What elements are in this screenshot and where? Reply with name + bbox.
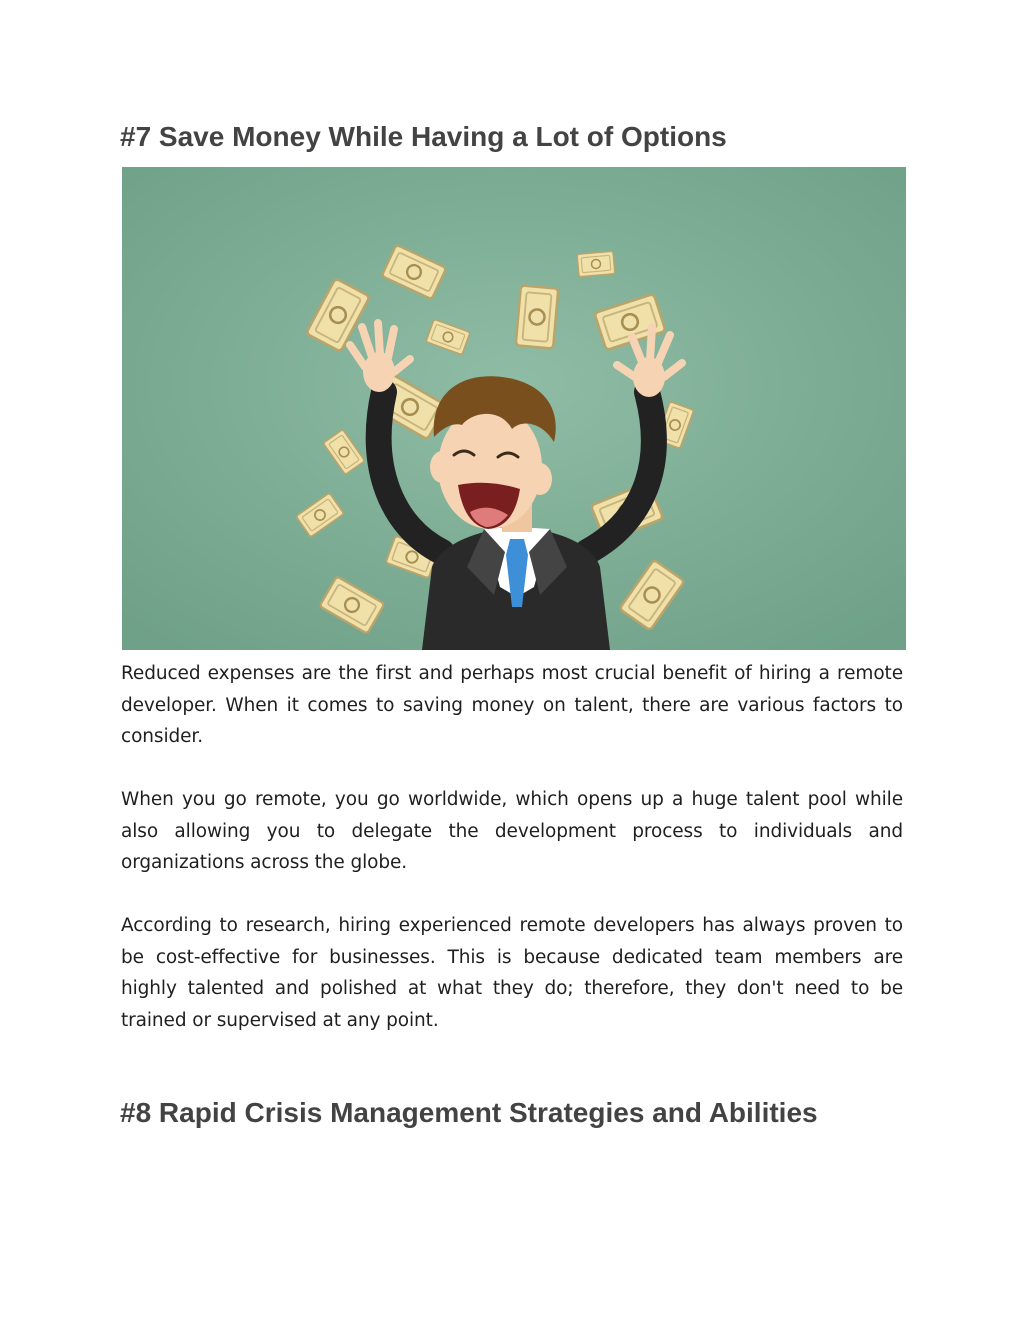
paragraph-2: When you go remote, you go worldwide, which opens up a huge talent pool while also allowing you to delegate the development process to individuals and organizations across the globe. xyxy=(121,789,903,874)
paragraph-3: According to research, hiring experienced remote developers has always proven to be cost-effective for businesses. This is because dedicated team members are highly talented and polished at what they do; therefore, they don't need to be trained or supervised at any point. xyxy=(121,915,903,1031)
banknote-icon xyxy=(516,285,559,348)
happy-businessman-money-illustration xyxy=(122,167,906,650)
paragraph-1: Reduced expenses are the first and perhaps most crucial benefit of hiring a remote developer. When it comes to saving money on talent, there are various factors to consider. xyxy=(121,663,903,748)
section-heading-7: #7 Save Money While Having a Lot of Options xyxy=(120,121,727,152)
banknote-icon xyxy=(577,251,615,277)
section-heading-8: #8 Rapid Crisis Management Strategies and Abilities xyxy=(120,1097,818,1128)
